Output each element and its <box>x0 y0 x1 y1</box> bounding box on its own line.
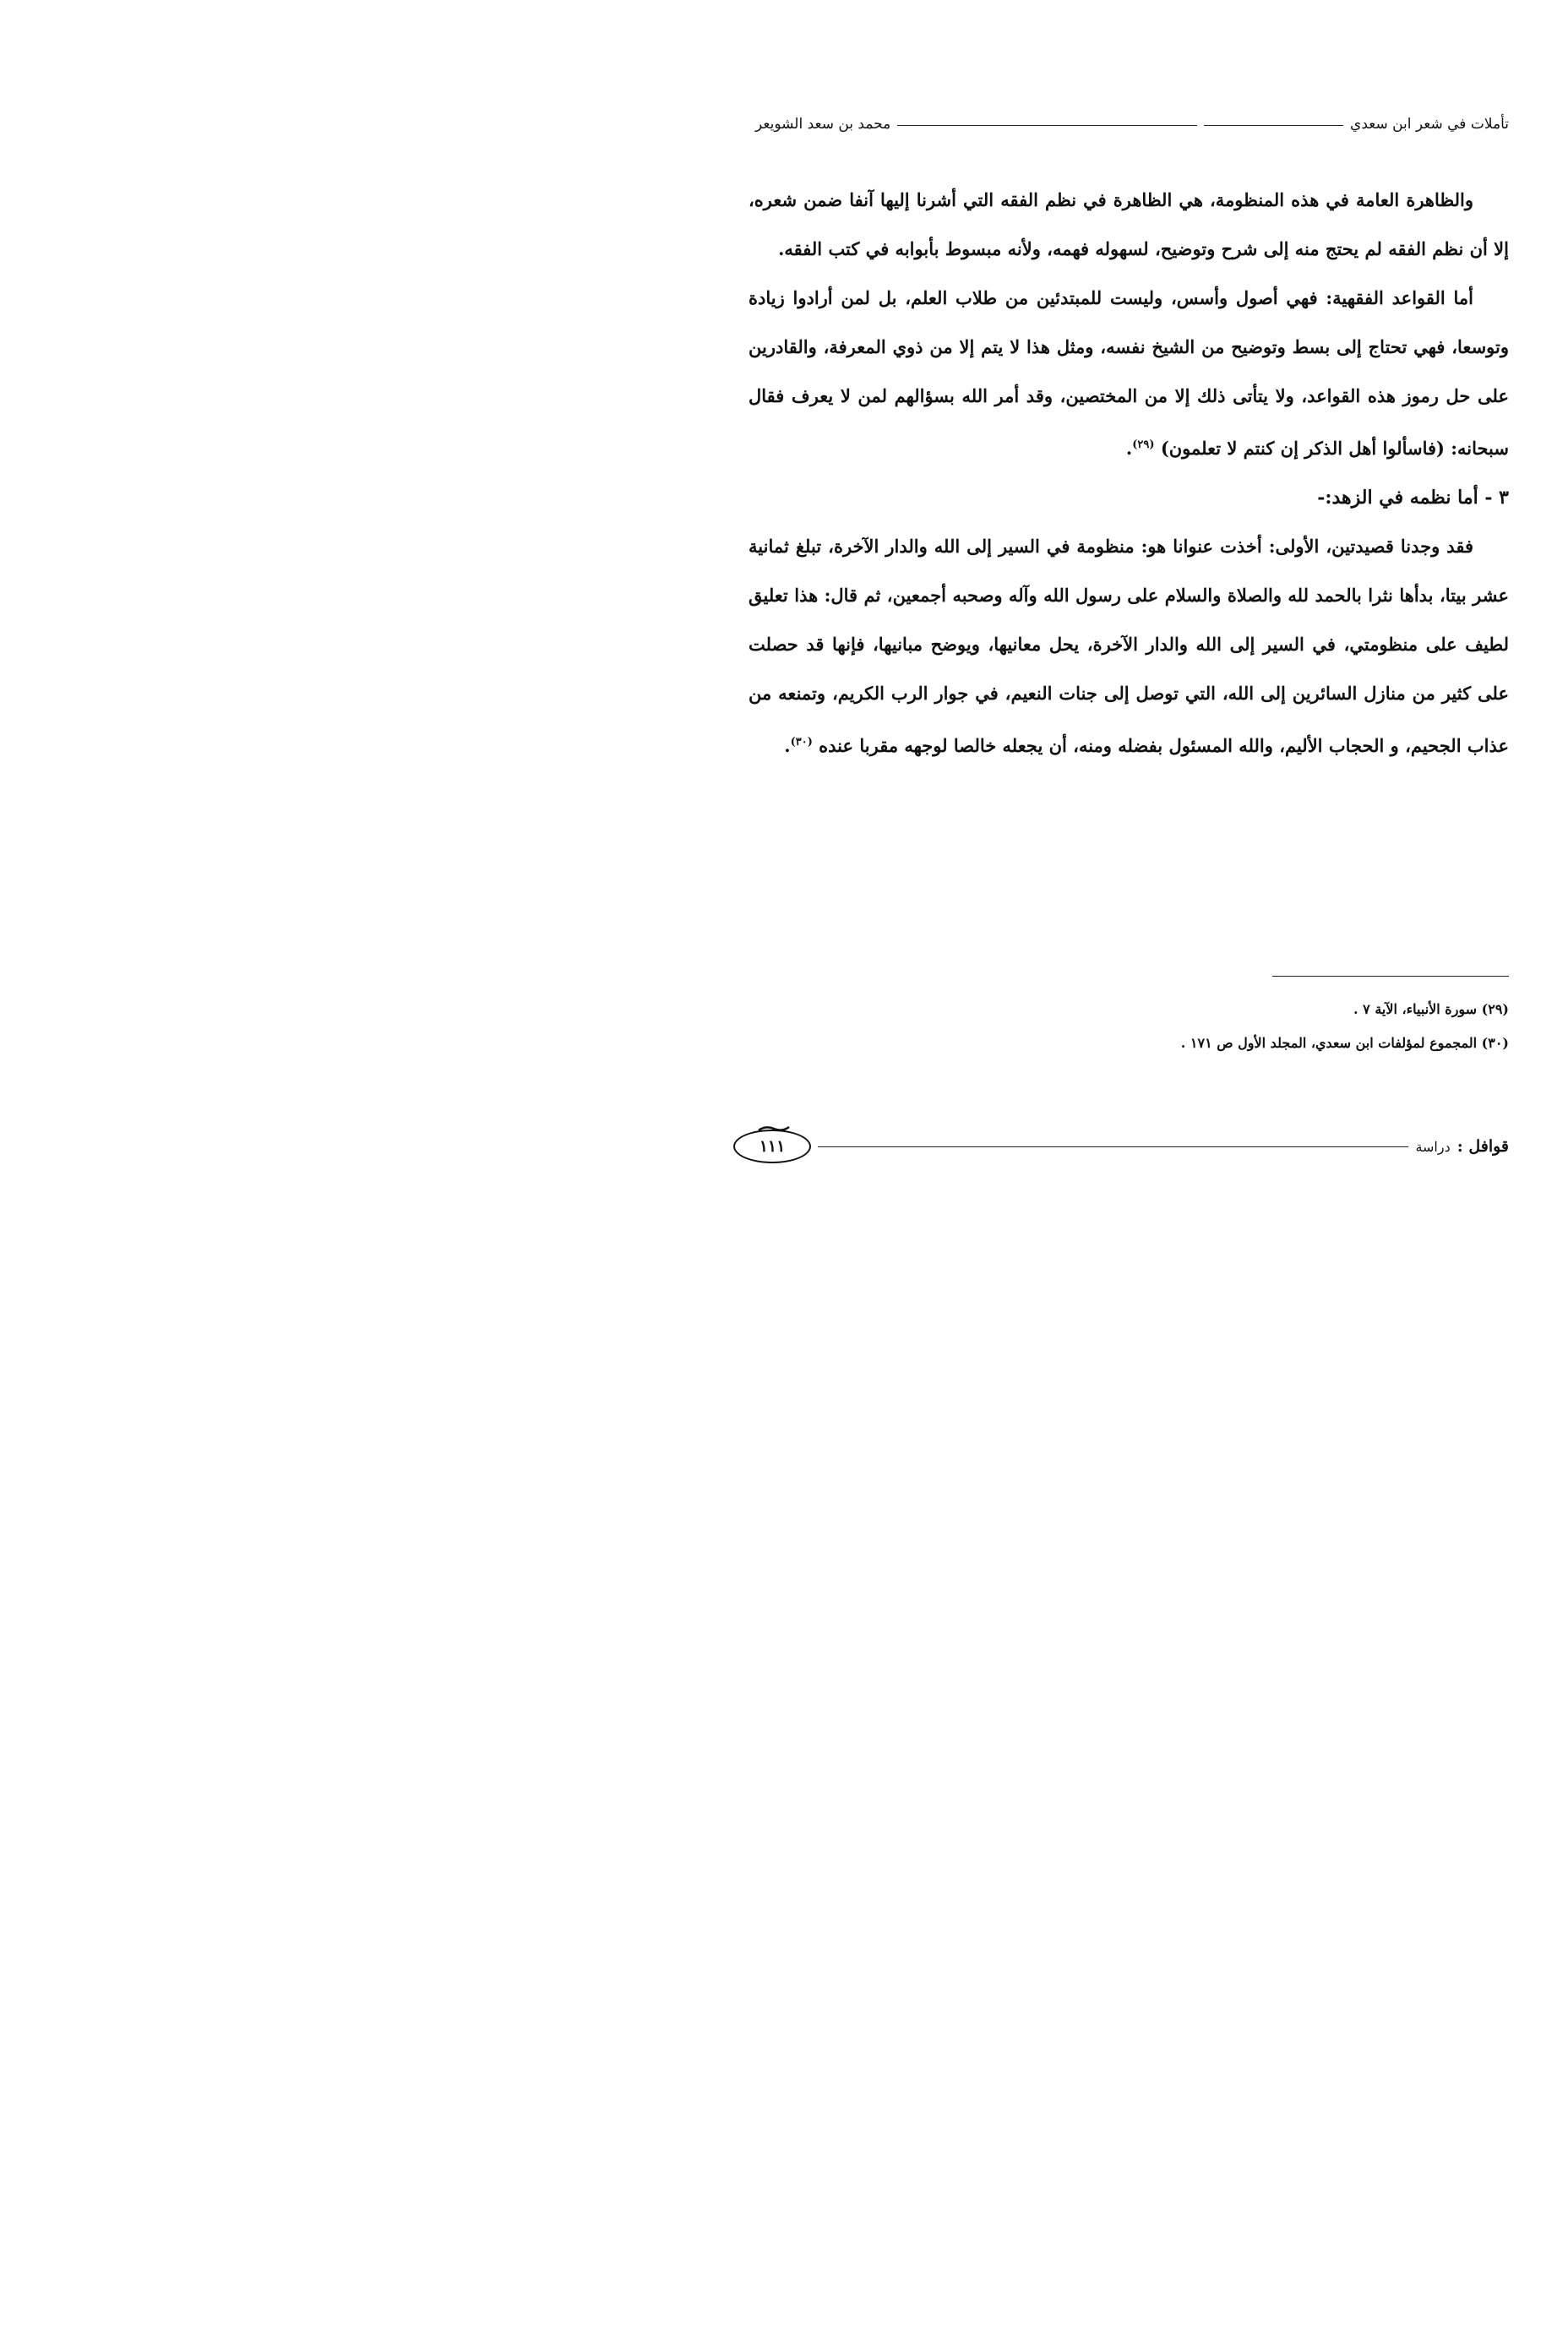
footnote-ref: (٢٩) <box>1132 438 1155 451</box>
running-header <box>755 112 1509 137</box>
paragraph-text: أما القواعد الفقهية: فهي أصول وأسس، وليست للمبتدئين من طلاب العلم، بل لمن أرادوا زيادة وتوسعا، فهي تحتاج إلى بسط وتوضيح من الشيخ نفسه، ومثل هذا لا يتم إلا من ذوي المعرفة، والقادرين على حل رموز هذه القواعد، ولا يتأتى ذلك إلا من المختصين، وقد أمر الله بسؤالهم لمن لا يعرف فقال سبحانه: (فاسألوا أهل الذكر إن كنتم لا تعلمون) <box>749 287 1509 459</box>
flourish-icon <box>757 1125 791 1132</box>
footer-rule <box>818 1146 1408 1147</box>
footnote: (٢٩) سورة الأنبياء، الآية ٧ . <box>1353 1001 1509 1017</box>
paragraph: والظاهرة العامة في هذه المنظومة، هي الظاهرة في نظم الفقه التي أشرنا إليها آنفا ضمن شعره، إلا أن نظم الفقه لم يحتج منه إلى شرح وتوضيح، لسهوله فهمه، ولأنه مبسوط بأبوابه في كتب الفقه. <box>749 189 1509 259</box>
page-number: ١١١ <box>759 1137 786 1156</box>
header-book-title: تأملات في شعر ابن سعدي <box>1350 116 1509 133</box>
footnote: (٣٠) المجموع لمؤلفات ابن سعدي، المجلد الأول ص ١٧١ . <box>1180 1035 1509 1051</box>
footnotes <box>934 993 1509 1060</box>
footnote-separator <box>1272 976 1509 977</box>
section-heading: ٣ - أما نظمه في الزهد:- <box>1317 487 1509 509</box>
header-author: محمد بن سعد الشويعر <box>755 116 891 133</box>
paragraph: فقد وجدنا قصيدتين، الأولى: أخذت عنوانا هو: منظومة في السير إلى الله والدار الآخرة، تبلغ ثمانية عشر بيتا، بدأها نثرا بالحمد لله والصلاة والسلام على رسول الله وآله وصحبه أجمعين، ثم قال: هذا تعليق لطيف على منظومتي، في السير إلى الله والدار الآخرة، يحل معانيها، ويوضح مبانيها، فإنها قد حصلت على كثير من منازل السائرين إلى الله، التي توصل إلى جنات النعيم، في جوار الرب الكريم، وتمنعه من عذاب الجحيم، و الحجاب الأليم، والله المسئول بفضله ومنه، أن يجعله خالصا لوجهه مقربا عنده $^{(٣٠)}$. <box>749 536 1509 756</box>
main-text <box>749 176 1509 770</box>
footnote-ref: (٣٠) <box>790 736 813 749</box>
page-footer <box>733 1128 1509 1165</box>
header-rule <box>1204 125 1343 126</box>
section-label: دراسة <box>1415 1138 1451 1155</box>
page-number-badge <box>733 1130 811 1163</box>
document-page <box>681 0 1568 1331</box>
header-rule <box>897 125 1197 126</box>
paragraph: أما القواعد الفقهية: فهي أصول وأسس، وليست للمبتدئين من طلاب العلم، بل لمن أرادوا زيادة وتوسعا، فهي تحتاج إلى بسط وتوضيح من الشيخ نفسه، ومثل هذا لا يتم إلا من ذوي المعرفة، والقادرين على حل رموز هذه القواعد، ولا يتأتى ذلك إلا من المختصين، وقد أمر الله بسؤالهم لمن لا يعرف فقال سبحانه: (فاسألوا أهل الذكر إن كنتم لا تعلمون) $^{(٢٩)}$. <box>749 287 1509 459</box>
journal-name: قوافل : <box>1456 1137 1509 1156</box>
paragraph-text: فقد وجدنا قصيدتين، الأولى: أخذت عنوانا هو: منظومة في السير إلى الله والدار الآخرة، تبلغ ثمانية عشر بيتا، بدأها نثرا بالحمد لله والصلاة والسلام على رسول الله وآله وصحبه أجمعين، ثم قال: هذا تعليق لطيف على منظومتي، في السير إلى الله والدار الآخرة، يحل معانيها، ويوضح مبانيها، فإنها قد حصلت على كثير من منازل السائرين إلى الله، التي توصل إلى جنات النعيم، في جوار الرب الكريم، وتمنعه من عذاب الجحيم، و الحجاب الأليم، والله المسئول بفضله ومنه، أن يجعله خالصا لوجهه مقربا عنده <box>749 536 1509 756</box>
